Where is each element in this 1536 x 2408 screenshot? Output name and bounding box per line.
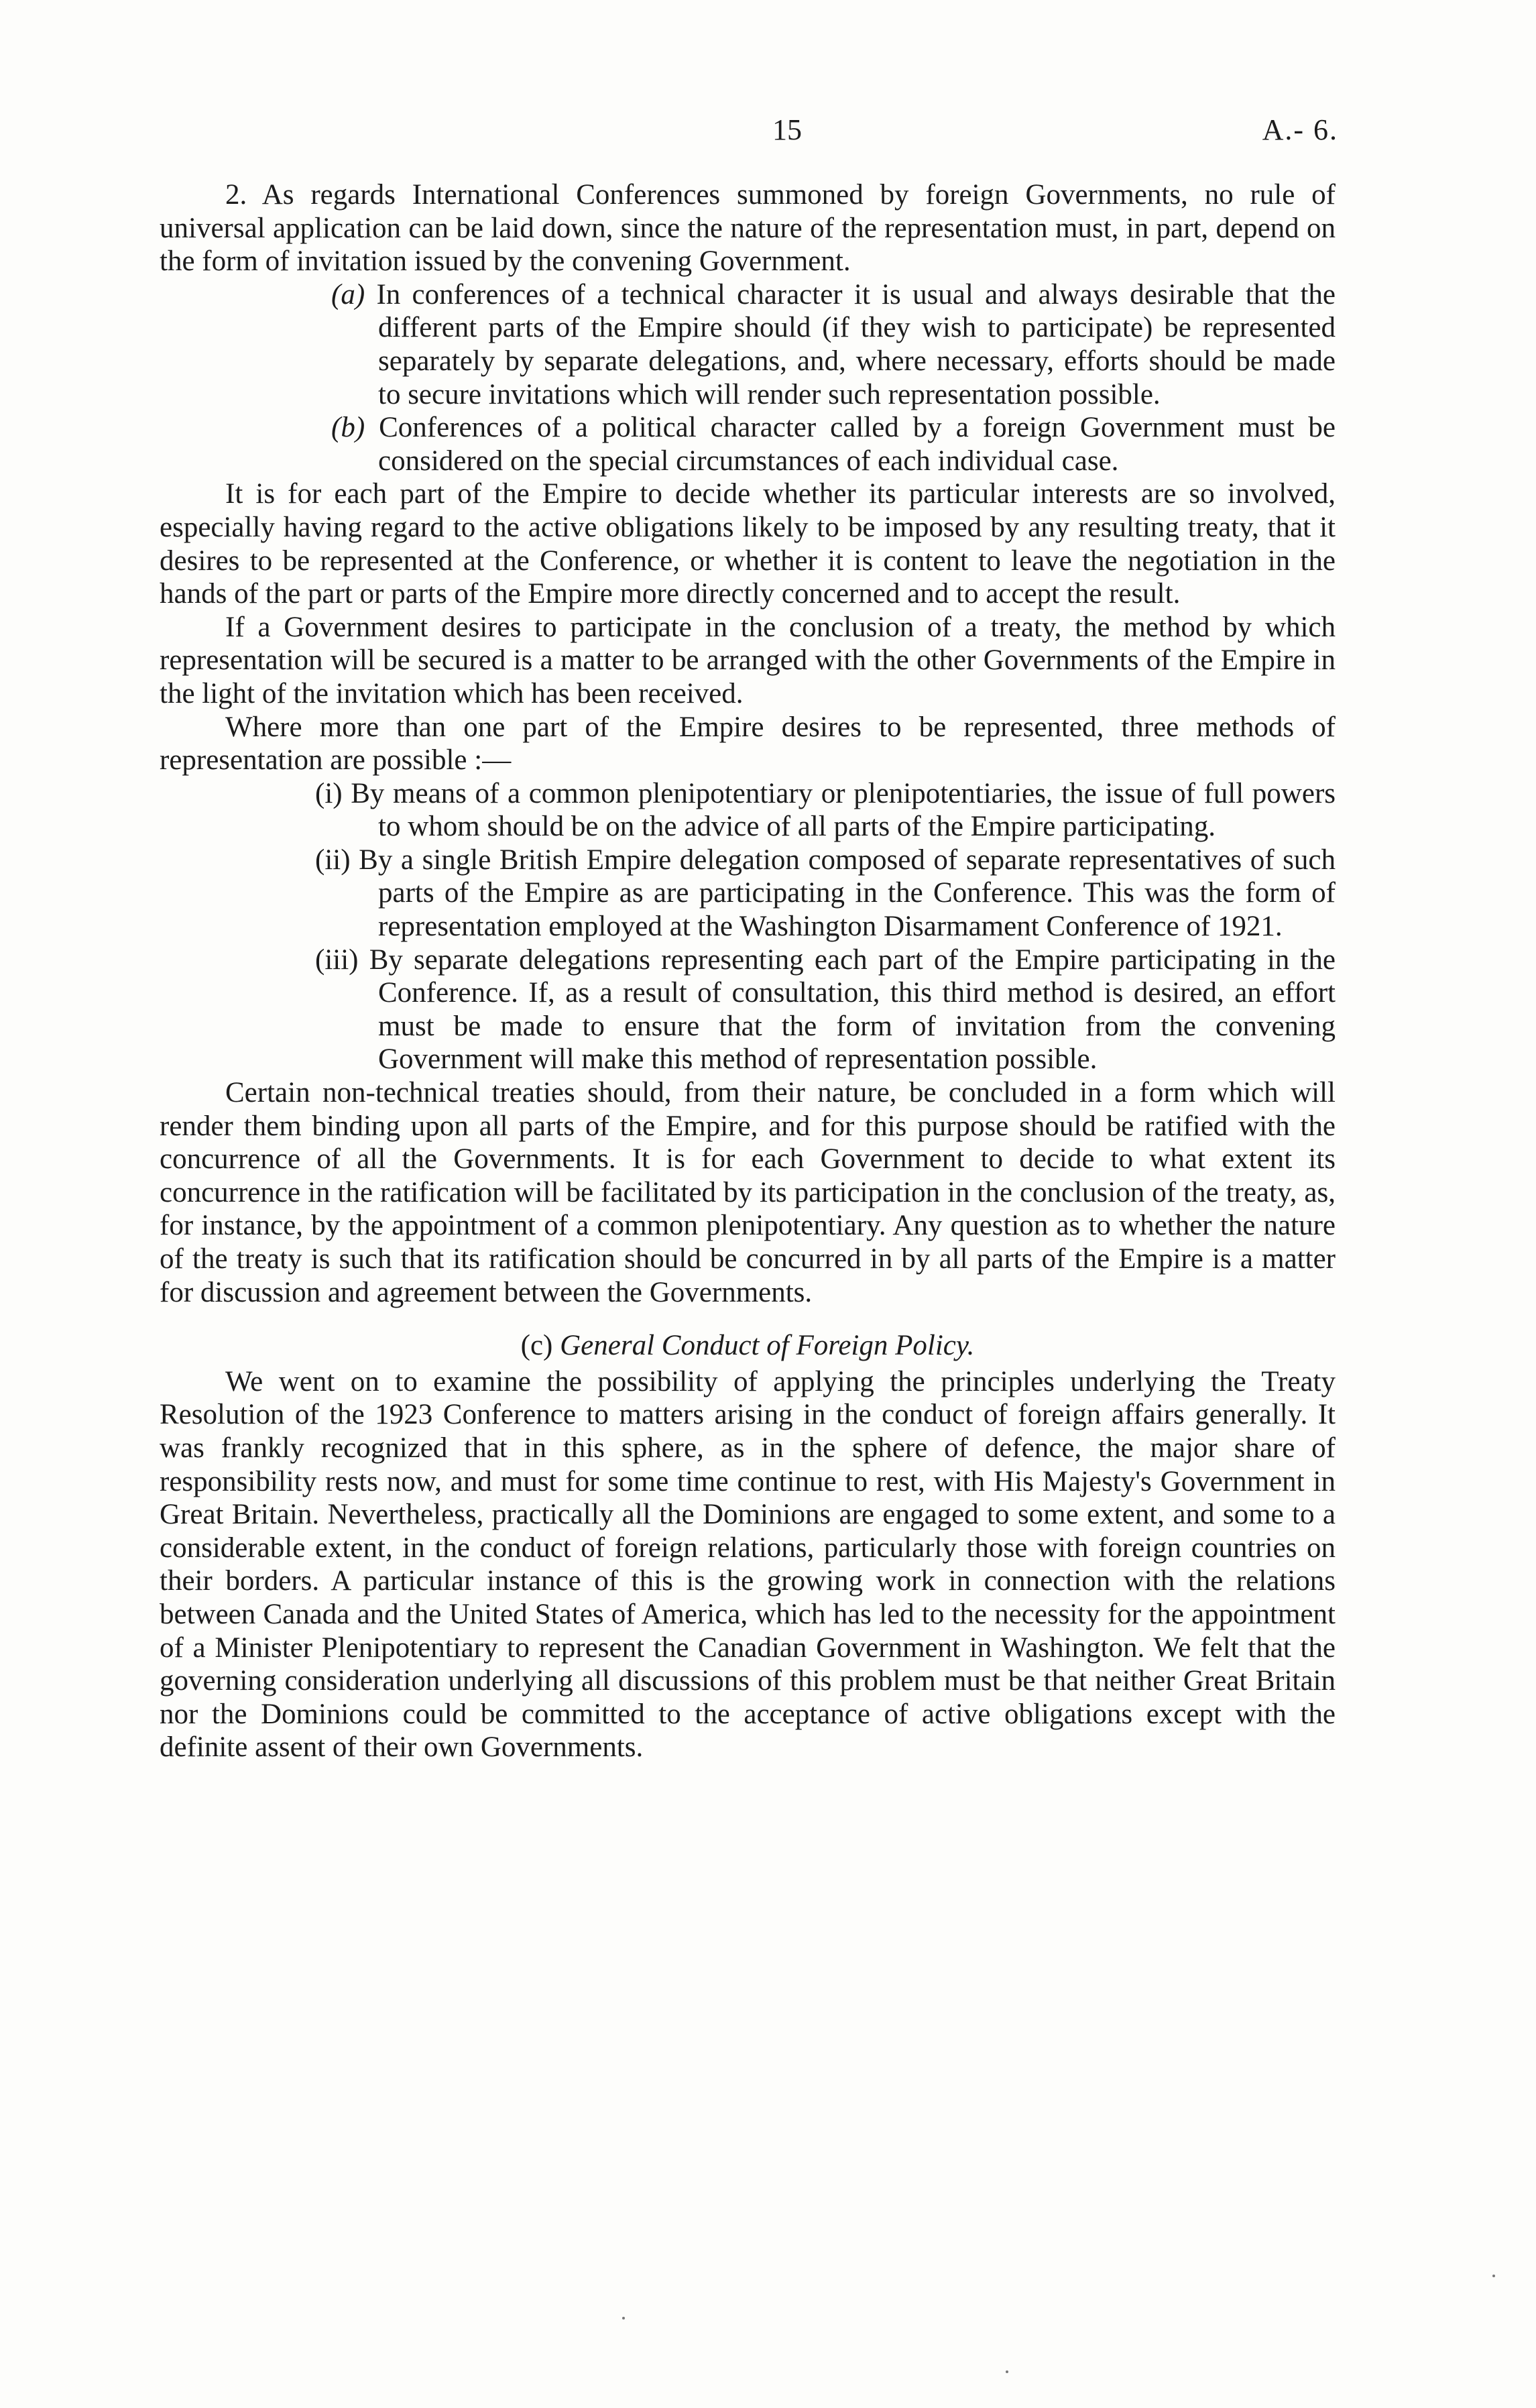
document-reference: A.- 6. — [1262, 113, 1338, 146]
paper-speck — [1006, 2370, 1008, 2373]
paragraph-empire-decision — [160, 477, 1336, 610]
subclause-a — [160, 278, 1336, 411]
section-heading-label: (c) — [520, 1330, 553, 1362]
paragraph-three-methods — [160, 711, 1336, 777]
paragraph-participation — [160, 611, 1336, 711]
paragraph-text: It is for each part of the Empire to decide whether its particular interests are so involved, especially having regard to the active obligations likely to be imposed by any resulting treaty, that it desires to be represented at the Conference, or whether it is content to leave the negotiation in the hands of the part or parts of the Empire more directly concerned and to accept the result. — [160, 478, 1336, 610]
paragraph-non-technical-treaties — [160, 1076, 1336, 1309]
page-number: 15 — [772, 113, 802, 146]
paper-speck — [622, 2317, 625, 2319]
paragraph-intro — [160, 178, 1336, 278]
section-heading-title: General Conduct of Foreign Policy. — [560, 1330, 975, 1362]
subclause-label: (b) — [331, 412, 365, 444]
method-label: (iii) — [315, 943, 359, 976]
method-label: (ii) — [315, 844, 351, 876]
paragraph-text: Where more than one part of the Empire desires to be represented, three methods of representation are possible :— — [160, 711, 1336, 777]
page-header — [158, 113, 1338, 166]
subclause-text: Conferences of a political character called by a foreign Government must be considered on the special circumstances of each individual case. — [378, 412, 1336, 477]
method-label: (i) — [315, 777, 343, 809]
subclause-b — [160, 411, 1336, 477]
paragraph-text: We went on to examine the possibility of applying the principles underlying the Treaty Resolution of the 1923 Conference to matters arising in the conduct of foreign affairs generally. It was frankly recognized that in this sphere, as in the sphere of defence, the major share of responsibility rests now, and must for some time continue to rest, with His Majesty's Government in Great Britain. Nevertheless, practically all the Dominions are engaged to some extent, and some to a considerable extent, in the conduct of foreign relations, particularly those with foreign countries on their borders. A particular instance of this is the growing work in connection with the relations between Canada and the United States of America, which has led to the necessity for the appointment of a Minister Plenipotentiary to represent the Canadian Government in Washington. We felt that the governing consideration underlying all discussions of this problem must be that neither Great Britain nor the Dominions could be committed to the acceptance of active obligations except with the definite assent of their own Governments. — [160, 1365, 1336, 1764]
subclause-text: In conferences of a technical character it is usual and always desirable that the different parts of the Empire should (if they wish to participate) be represented separately by separate delegations, and, where necessary, efforts should be made to secure invitations which will render such representation possible. — [376, 278, 1336, 410]
paragraph-text: If a Government desires to participate in the conclusion of a treaty, the method by which representation will be secured is a matter to be arranged with the other Governments of the Empire in the light of the invitation which has been received. — [160, 611, 1336, 709]
method-text: By a single British Empire delegation composed of separate representatives of such parts of the Empire as are participating in the Conference. This was the form of representation employed at the Washington Disarmament Conference of 1921. — [359, 844, 1336, 943]
method-i — [160, 777, 1336, 844]
method-iii — [160, 943, 1336, 1076]
method-text: By means of a common plenipotentiary or plenipotentiaries, the issue of full powers to whom should be on the advice of all parts of the Empire participating. — [351, 777, 1336, 843]
paragraph-text: Certain non-technical treaties should, from their nature, be concluded in a form which will render them binding upon all parts of the Empire, and for this purpose should be ratified with the concurrence of all the Governments. It is for each Government to decide to what extent its concurrence in the ratification will be facilitated by its participation in the conclusion of the treaty, as, for instance, by the appointment of a common plenipotentiary. Any question as to whether the nature of the treaty is such that its ratification should be concurred in by all parts of the Empire is a matter for discussion and agreement between the Governments. — [160, 1077, 1336, 1308]
paper-speck — [1492, 2275, 1495, 2277]
paragraph-text: 2. As regards International Conferences summoned by foreign Governments, no rule of universal application can be laid down, since the nature of the representation must, in part, depend on the form of invitation issued by the convening Government. — [160, 179, 1336, 278]
body-text — [160, 178, 1336, 1764]
section-heading — [160, 1329, 1336, 1363]
method-ii — [160, 844, 1336, 943]
paragraph-foreign-policy — [160, 1365, 1336, 1764]
subclause-label: (a) — [331, 278, 365, 310]
method-text: By separate delegations representing each part of the Empire participating in the Conference. If, as a result of consultation, this third method is desired, an effort must be made to ensure that the form of invitation from the convening Government will make this method of representation possible. — [369, 943, 1336, 1076]
